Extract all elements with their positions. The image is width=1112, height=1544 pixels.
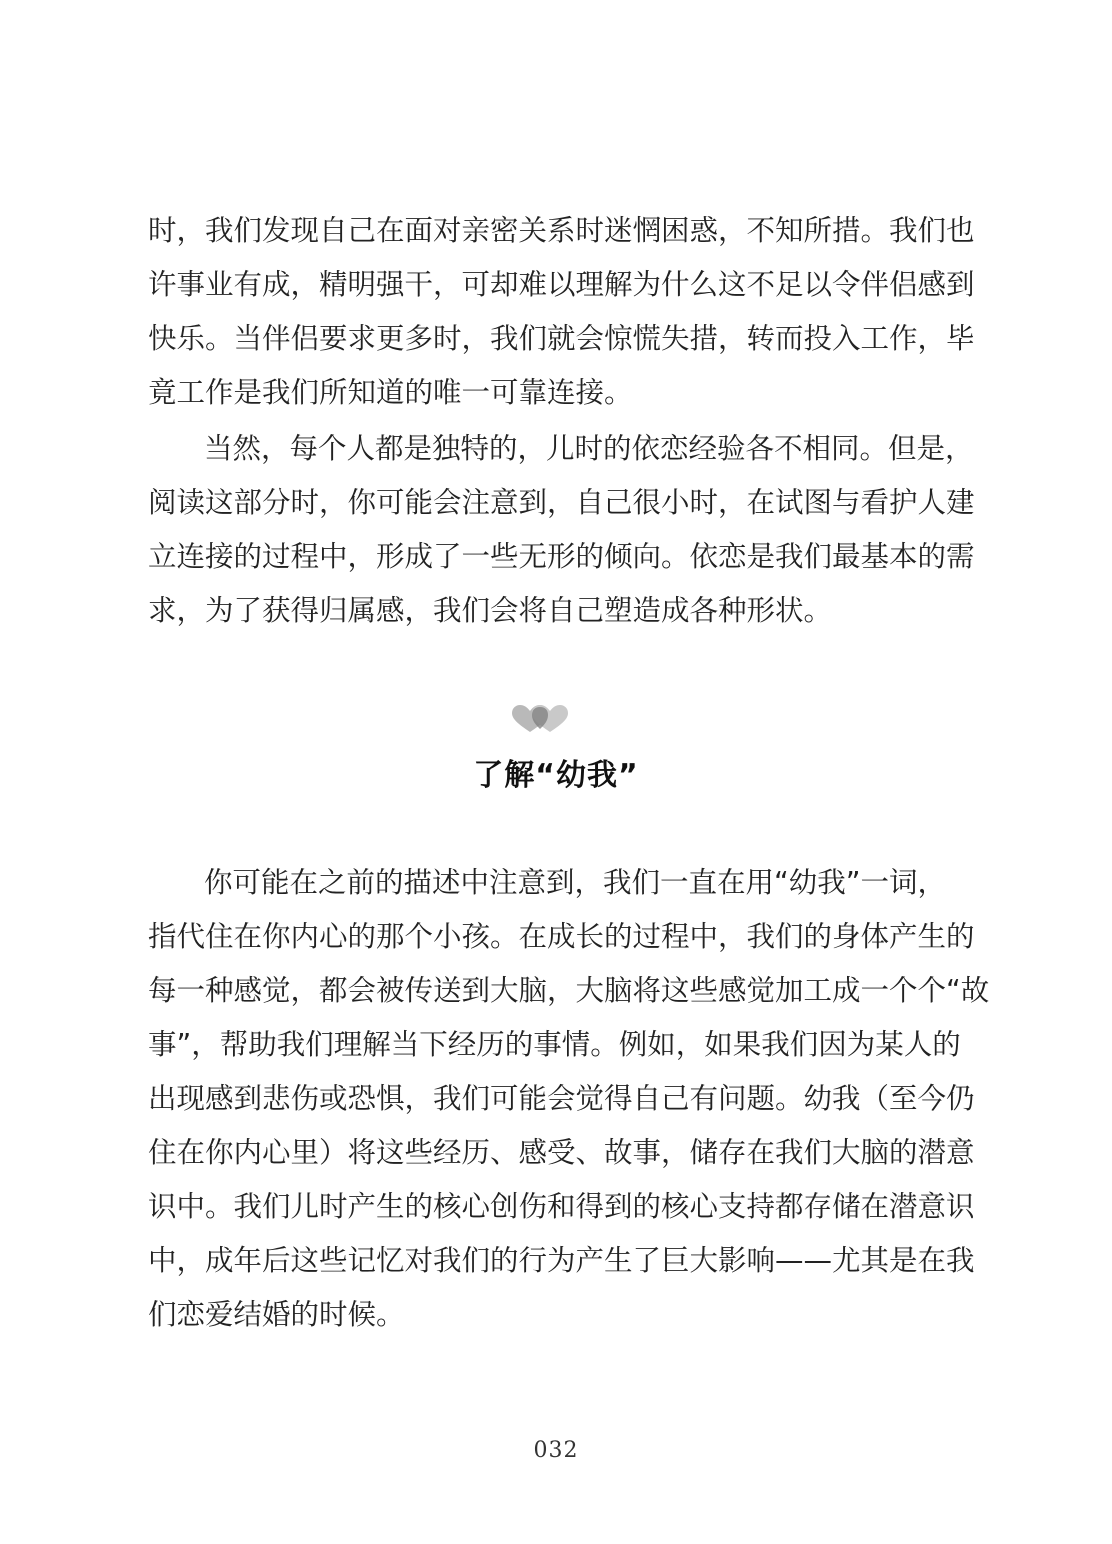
text-line: 竟工作是我们所知道的唯一可靠连接。 — [148, 376, 633, 409]
text-line: 许事业有成，精明强干，可却难以理解为什么这不足以令伴侣感到 — [148, 268, 975, 301]
text-line: 求，为了获得归属感，我们会将自己塑造成各种形状。 — [148, 594, 833, 627]
text-line: 出现感到悲伤或恐惧，我们可能会觉得自己有问题。幼我（至今仍 — [148, 1082, 975, 1115]
text-line: 们恋爱结婚的时候。 — [148, 1298, 405, 1331]
text-line: 事”，帮助我们理解当下经历的事情。例如，如果我们因为某人的 — [148, 1028, 961, 1061]
text-line: 立连接的过程中，形成了一些无形的倾向。依恋是我们最基本的需 — [148, 540, 975, 573]
text-line: 住在你内心里）将这些经历、感受、故事，储存在我们大脑的潜意 — [148, 1136, 975, 1169]
double-heart-icon — [508, 702, 572, 738]
section-heading: 了解“幼我” — [473, 758, 639, 793]
text-line: 指代住在你内心的那个小孩。在成长的过程中，我们的身体产生的 — [148, 920, 975, 953]
text-line: 阅读这部分时，你可能会注意到，自己很小时，在试图与看护人建 — [148, 486, 975, 519]
text-line: 时，我们发现自己在面对亲密关系时迷惘困惑，不知所措。我们也 — [148, 214, 975, 247]
page-number: 032 — [533, 1438, 579, 1463]
text-line: 识中。我们儿时产生的核心创伤和得到的核心支持都存储在潜意识 — [148, 1190, 975, 1223]
text-line: 中，成年后这些记忆对我们的行为产生了巨大影响——尤其是在我 — [148, 1244, 975, 1277]
text-line: 每一种感觉，都会被传送到大脑，大脑将这些感觉加工成一个个“故 — [148, 974, 990, 1007]
text-line: 快乐。当伴侣要求更多时，我们就会惊慌失措，转而投入工作，毕 — [148, 322, 975, 355]
text-line: 当然，每个人都是独特的，儿时的依恋经验各不相同。但是， — [204, 432, 974, 465]
text-line: 你可能在之前的描述中注意到，我们一直在用“幼我”一词， — [204, 866, 947, 899]
